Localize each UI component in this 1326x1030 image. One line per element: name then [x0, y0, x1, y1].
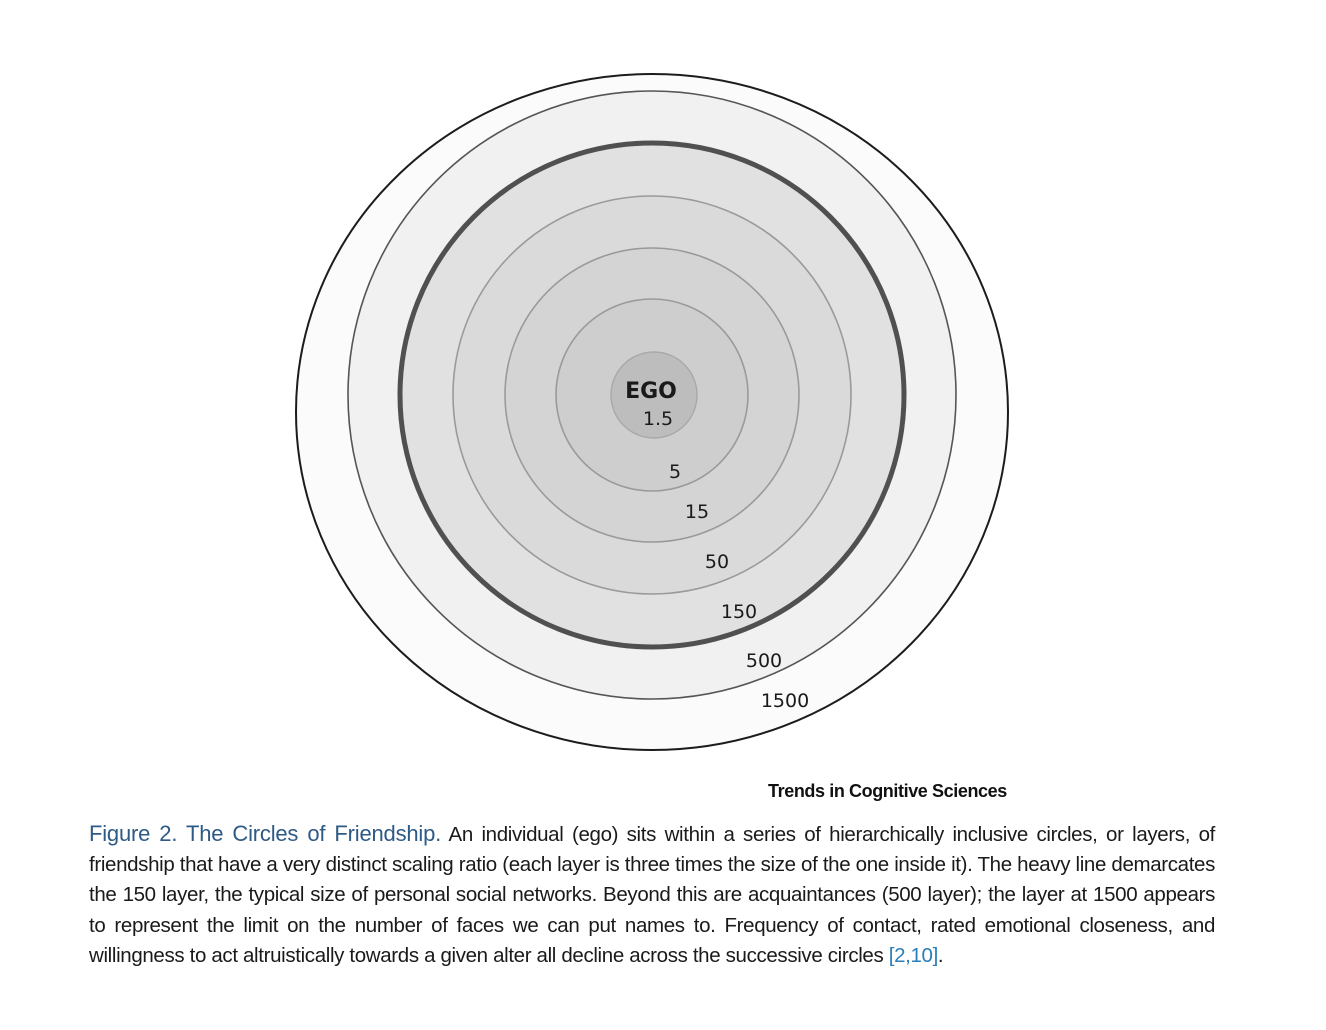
- citation-link[interactable]: [2,10]: [888, 943, 938, 967]
- layer-label-5: 5: [668, 461, 682, 483]
- figure-caption: [89, 819, 1215, 971]
- layer-label-15: 15: [684, 501, 710, 523]
- caption-end: .: [937, 943, 944, 967]
- layer-label-500: 500: [745, 650, 783, 672]
- ego-label: EGO: [625, 379, 677, 404]
- figure-title: Figure 2. The Circles of Friendship.: [89, 821, 442, 846]
- layer-label-1500: 1500: [760, 690, 810, 712]
- layer-label-50: 50: [704, 551, 730, 573]
- caption-body: An individual (ego) sits within a series of hierarchically inclusive circles, or layers, of friendship that have a very distinct scaling ratio (each layer is three times the size of the one inside it). The heavy line demarcates the 150 layer, the typical size of personal social networks. Beyond this are acquaintances (500 layer); the layer at 1500 appears to represent the limit on the number of faces we can put names to. Frequency of contact, rated emotional closeness, and willingness to act altruistically towards a given alter all decline across the successive circles: [89, 823, 1216, 967]
- layer-label-1.5: 1.5: [642, 408, 674, 430]
- journal-source-label: Trends in Cognitive Sciences: [768, 781, 1007, 801]
- layer-label-150: 150: [720, 601, 758, 623]
